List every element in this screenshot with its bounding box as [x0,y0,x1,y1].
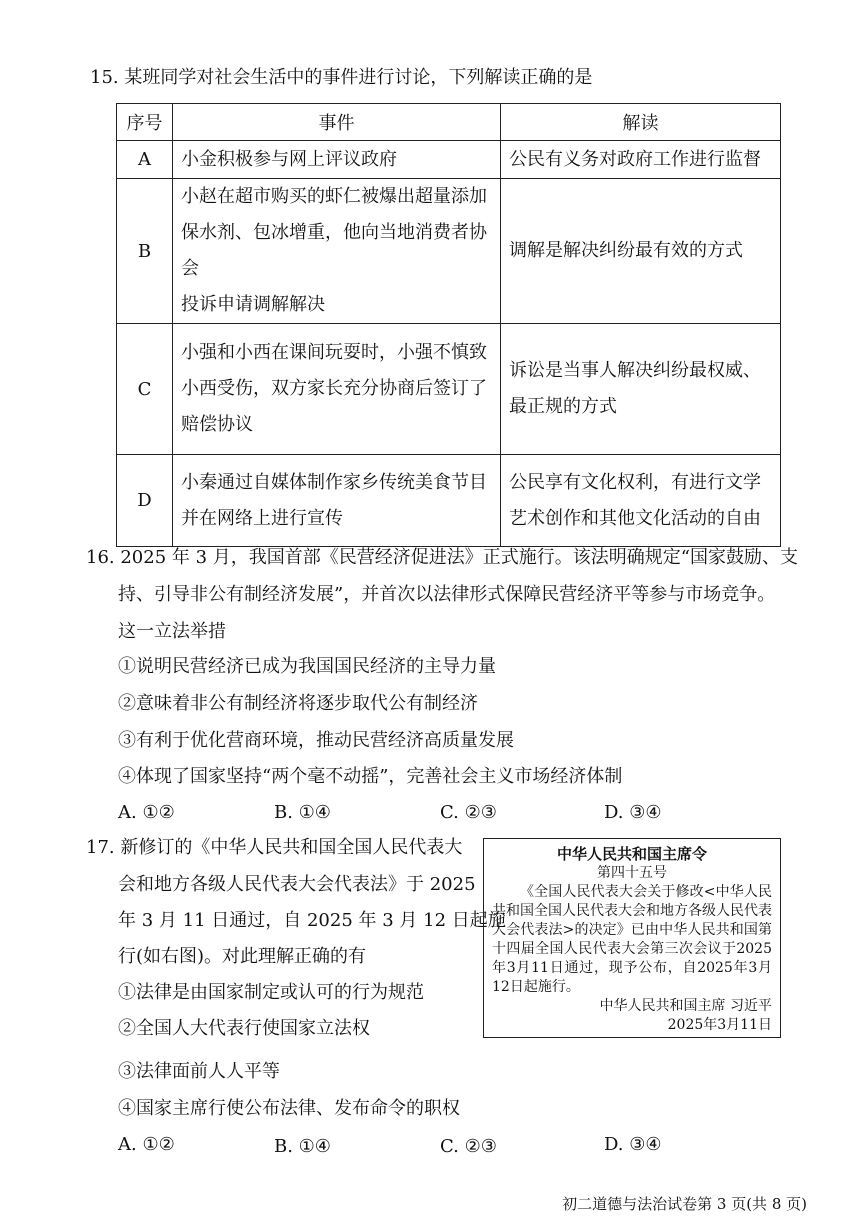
row-seq: C [117,324,173,455]
question-16-line-3: 这一立法举措 [118,621,226,642]
question-17-item-2: ②全国人大代表行使国家立法权 [118,1018,370,1039]
question-16-item-3: ③有利于优化营商环境，推动民营经济高质量发展 [118,730,514,751]
table-row [117,324,781,455]
notice-body: 《全国人民代表大会关于修改<中华人民共和国全国人民代表大会和地方各级人民代表大会代表法>的决定》已由中华人民共和国第十四届全国人民代表大会第三次会议于2025年3月11日通过，现予公布，自2025年3月12日起施行。 [492,884,772,995]
interp-line: 调解是解决纠纷最有效的方式 [509,240,743,261]
event-line: 投诉申请调解解决 [181,294,325,315]
row-interp [501,455,781,547]
question-16-choice-c[interactable]: C. ②③ [440,802,497,823]
event-line: 保水剂、包冰增重，他向当地消费者协会 [181,222,487,279]
header-interp: 解读 [501,104,781,141]
question-15-title: 15. 某班同学对社会生活中的事件进行讨论，下列解读正确的是 [90,67,593,88]
question-17-line-1: 17. 新修订的《中华人民共和国全国人民代表大 [86,837,463,858]
row-event [173,324,501,455]
question-15-table [116,103,781,547]
question-16-item-4: ④体现了国家坚持“两个毫不动摇”，完善社会主义市场经济体制 [118,766,623,787]
interp-line: 最正规的方式 [509,396,617,417]
interp-line: 艺术创作和其他文化活动的自由 [509,507,761,529]
question-16-line-2: 持、引导非公有制经济发展”，并首次以法律形式保障民营经济平等参与市场竞争。 [118,584,776,605]
interp-line: 诉讼是当事人解决纠纷最权威、 [509,360,761,381]
row-interp [501,179,781,324]
row-event [173,455,501,547]
question-17-item-1: ①法律是由国家制定或认可的行为规范 [118,982,424,1003]
question-17-line-2: 会和地方各级人民代表大会代表法》于 2025 [118,874,476,895]
interp-line: 公民享有文化权利，有进行文学 [509,471,761,493]
row-interp [501,324,781,455]
row-interp [501,141,781,179]
question-16-choice-d[interactable]: D. ③④ [604,802,662,823]
row-seq: A [117,141,173,179]
question-16-item-2: ②意味着非公有制经济将逐步取代公有制经济 [118,693,478,714]
event-line: 小西受伤，双方家长充分协商后签订了 [181,378,487,399]
row-seq: D [117,455,173,547]
event-line: 小秦通过自媒体制作家乡传统美食节目 [181,471,487,493]
interp-line: 公民有义务对政府工作进行监督 [509,148,761,170]
event-line: 小赵在超市购买的虾仁被爆出超量添加 [181,186,487,207]
table-row [117,141,781,179]
notice-title: 中华人民共和国主席令 [556,845,707,863]
event-line: 小强和小西在课间玩耍时，小强不慎致 [181,342,487,363]
question-17-choice-b[interactable]: B. ①④ [274,1136,331,1157]
header-seq: 序号 [117,104,173,141]
notice-number: 第四十五号 [597,865,667,881]
question-17-choice-a[interactable]: A. ①② [118,1134,175,1155]
question-17-item-4: ④国家主席行使公布法律、发布命令的职权 [118,1098,460,1119]
table-row [117,179,781,324]
row-event [173,141,501,179]
notice-date: 2025年3月11日 [667,1017,772,1033]
question-16-choice-a[interactable]: A. ①② [118,802,175,823]
header-event: 事件 [173,104,501,141]
event-line: 小金积极参与网上评议政府 [181,148,397,170]
question-17-line-4: 行(如右图)。对此理解正确的有 [118,946,367,967]
question-16-choice-b[interactable]: B. ①④ [274,802,331,823]
question-16-item-1: ①说明民营经济已成为我国国民经济的主导力量 [118,656,496,677]
page-footer: 初二道德与法治试卷第 3 页(共 8 页) [562,1195,807,1213]
row-seq: B [117,179,173,324]
question-16-line-1: 16. 2025 年 3 月，我国首部《民营经济促进法》正式施行。该法明确规定“国家鼓励、支 [86,547,798,568]
question-17-line-3: 年 3 月 11 日通过，自 2025 年 3 月 12 日起施 [118,910,506,931]
presidential-order-box [483,838,781,1038]
row-event [173,179,501,324]
notice-signature: 中华人民共和国主席 习近平 [599,998,772,1014]
event-line: 赔偿协议 [181,414,253,435]
table-header-row [117,104,781,141]
question-17-choice-d[interactable]: D. ③④ [604,1134,662,1155]
table-row [117,455,781,547]
event-line: 并在网络上进行宣传 [181,507,343,529]
question-17-choice-c[interactable]: C. ②③ [440,1136,497,1157]
question-17-item-3: ③法律面前人人平等 [118,1061,280,1082]
